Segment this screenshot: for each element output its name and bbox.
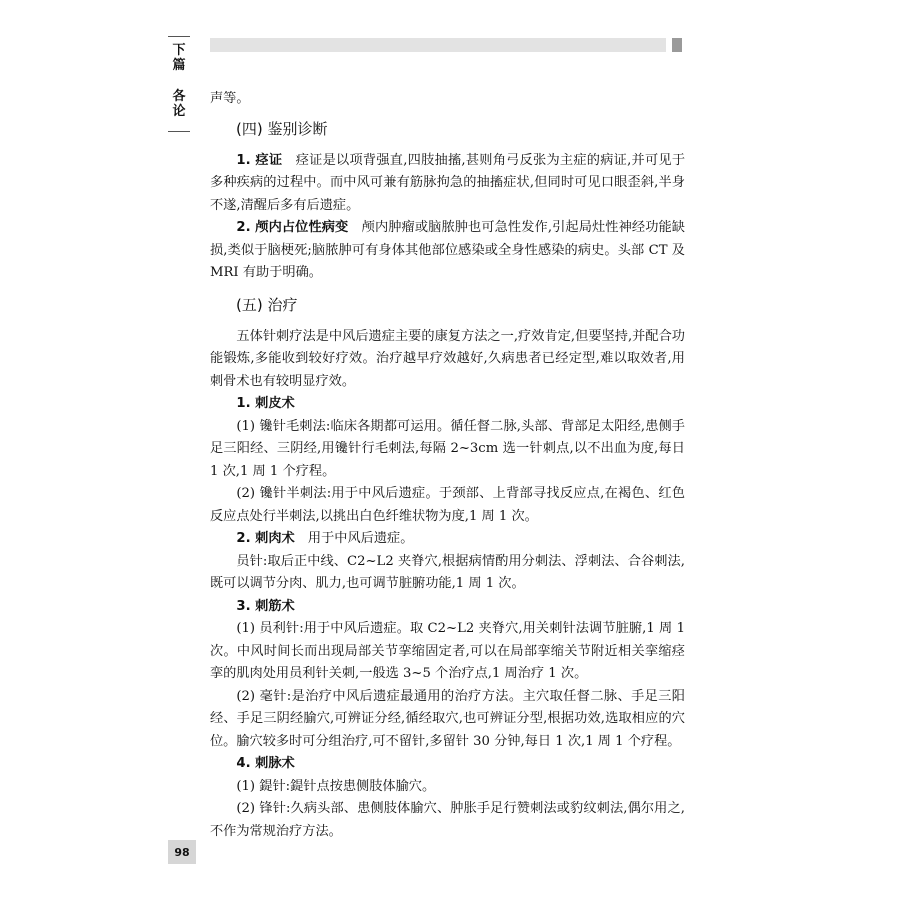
technique-4-title: 4. 刺脉术	[236, 756, 295, 771]
side-top-rule	[168, 36, 190, 37]
technique-2-title: 2. 刺肉术	[236, 531, 295, 546]
page-number: 98	[168, 840, 196, 864]
technique-1-method-2: (2) 镵针半刺法:用于中风后遗症。于颈部、上背部寻找反应点,在褐色、红色反应点处行半刺法,以挑出白色纤维状物为度,1 周 1 次。	[210, 486, 685, 524]
diagnosis-item-1-title: 1. 痉证	[236, 152, 283, 168]
diagnosis-item-2-text: 颅内肿瘤或脑脓肿也可急性发作,引起局灶性神经功能缺损,类似于脑梗死;脑脓肿可有身体其他部位感染或全身性感染的病史。头部 CT 及 MRI 有助于明确。	[210, 220, 685, 280]
technique-2-method-1: 员针:取后正中线、C2~L2 夹脊穴,根据病情酌用分刺法、浮刺法、合谷刺法,既可以调节分肉、肌力,也可调节脏腑功能,1 周 1 次。	[210, 553, 685, 591]
technique-2-note: 用于中风后遗症。	[294, 531, 414, 546]
diagnosis-item-2-title: 2. 颅内占位性病变	[236, 220, 349, 235]
heading-treatment: (五) 治疗	[236, 295, 298, 314]
part-label	[172, 43, 185, 73]
continued-paragraph: 声等。	[210, 91, 250, 106]
technique-3-method-2: (2) 毫针:是治疗中风后遗症最通用的治疗方法。主穴取任督二脉、手足三阳经、手足三阴经腧穴,可辨证分经,循经取穴,也可辨证分型,根据功效,选取相应的穴位。腧穴较多时可分组治疗,可不留针,多留针 30 分钟,每日 1 次,1 周 1 个疗程。	[210, 688, 685, 749]
chapter-label	[172, 89, 185, 119]
chapter-char-1: 各	[172, 89, 186, 104]
technique-1-title: 1. 刺皮术	[236, 396, 295, 411]
technique-1-method-1: (1) 镵针毛刺法:临床各期都可运用。循任督二脉,头部、背部足太阳经,患侧手足三阳经、三阴经,用镵针行毛刺法,每隔 2~3cm 选一针刺点,以不出血为度,每日 1 次,1 周 1 个疗程。	[210, 418, 685, 479]
technique-3-title: 3. 刺筋术	[236, 598, 295, 614]
part-char-2: 篇	[172, 58, 186, 73]
section-side-tab	[168, 36, 190, 132]
diagnosis-item-2	[210, 217, 685, 285]
body-text	[210, 88, 685, 843]
treatment-intro: 五体针刺疗法是中风后遗症主要的康复方法之一,疗效肯定,但要坚持,并配合功能锻炼,多能收到较好疗效。治疗越早疗效越好,久病患者已经定型,难以取效者,用刺骨术也有较明显疗效。	[210, 328, 685, 389]
side-bottom-rule	[168, 131, 190, 132]
header-corner-block	[672, 38, 682, 52]
diagnosis-item-1	[210, 150, 685, 218]
diagnosis-item-1-text: 痉证是以项背强直,四肢抽搐,甚则角弓反张为主症的病证,并可见于多种疾病的过程中。而中风可兼有筋脉拘急的抽搐症状,但同时可见口眼歪斜,半身不遂,清醒后多有后遗症。	[210, 152, 686, 213]
technique-3-method-1: (1) 员利针:用于中风后遗症。取 C2~L2 夹脊穴,用关刺针法调节脏腑,1 周 1 次。中风时间长而出现局部关节挛缩固定者,可以在局部挛缩关节附近相关挛缩痉挛的肌肉处用员利针关刺,一般选 3~5 个治疗点,1 周治疗 1 次。	[210, 621, 685, 681]
technique-2-heading	[210, 528, 685, 551]
header-bar	[210, 38, 666, 52]
part-char-1: 下	[172, 43, 186, 58]
chapter-char-2: 论	[172, 104, 186, 119]
technique-4-method-1: (1) 鍉针:鍉针点按患侧肢体腧穴。	[236, 778, 436, 794]
technique-4-method-2: (2) 锋针:久病头部、患侧肢体腧穴、肿胀手足行赞刺法或豹纹刺法,偶尔用之,不作为常规治疗方法。	[210, 801, 685, 839]
heading-differential-diagnosis: (四) 鉴别诊断	[236, 119, 328, 138]
